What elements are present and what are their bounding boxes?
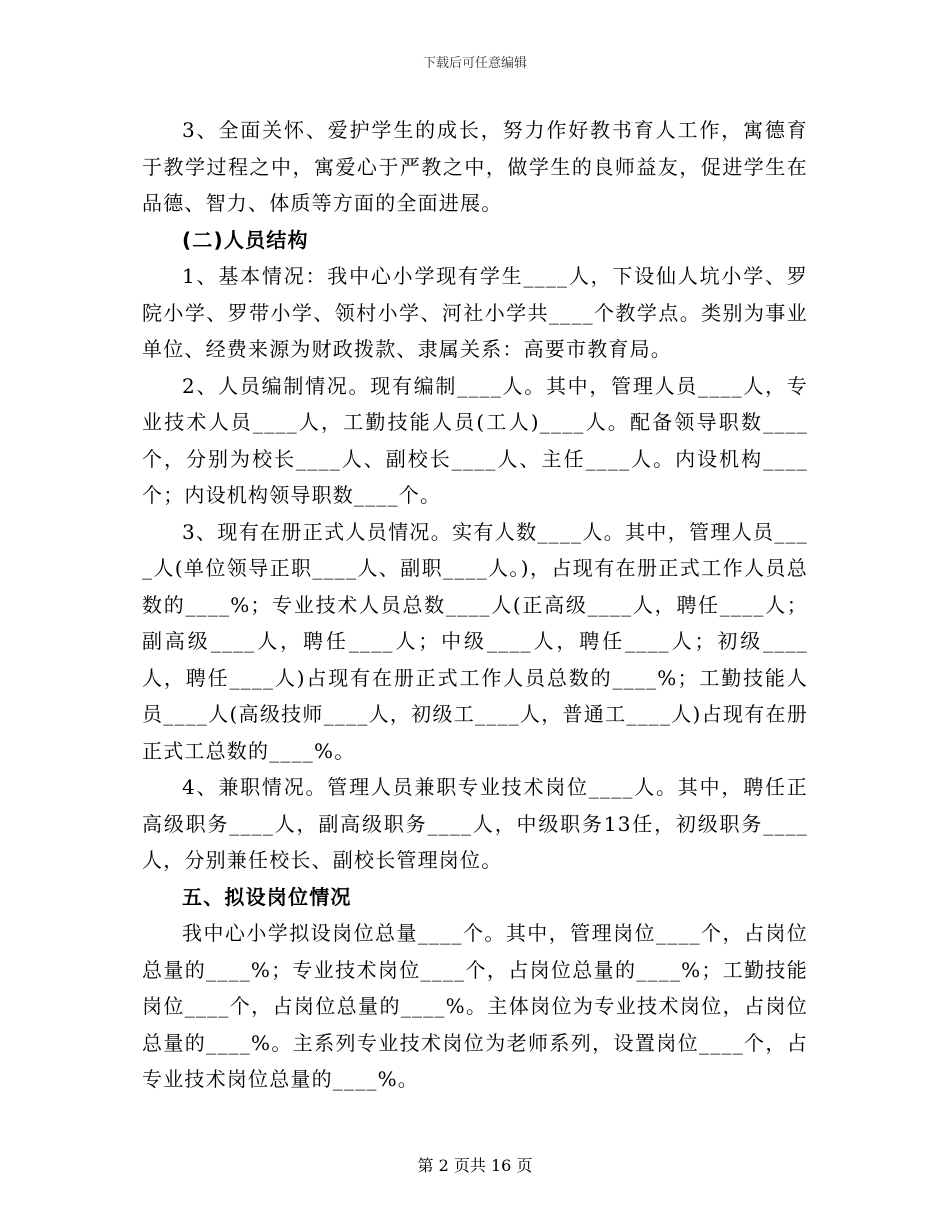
page-footer: 第 2 页共 16 页 — [417, 1156, 533, 1175]
document-body — [142, 112, 808, 1098]
section-heading-planned-positions: 五、拟设岗位情况 — [182, 884, 352, 909]
paragraph-part-time: 4、兼职情况。管理人员兼职专业技术岗位____人。其中，聘任正高级职务____人，副高级职务____人，中级职务13任，初级职务____人，分别兼任校长、副校长管理岗位。 — [142, 775, 808, 872]
paragraph-planned-positions: 我中心小学拟设岗位总量____个。其中，管理岗位____个，占岗位总量的____%；专业技术岗位____个，占岗位总量的____%；工勤技能岗位____个，占岗位总量的____%。主体岗位为专业技术岗位，占岗位总量的____%。主系列专业技术岗位为老师系列，设置岗位____个，占专业技术岗位总量的____%。 — [142, 921, 808, 1091]
paragraph-registered-staff: 3、现有在册正式人员情况。实有人数____人。其中，管理人员____人(单位领导正职____人、副职____人。)，占现有在册正式工作人员总数的____%；专业技术人员总数____人(正高级____人，聘任____人；副高级____人，聘任____人；中级____人，聘任____人；初级____人，聘任____人)占现有在册正式工作人员总数的____%；工勤技能人员____人(高级技师____人，初级工____人，普通工____人)占现有在册正式工总数的____%。 — [142, 519, 808, 763]
paragraph-item-3-care: 3、全面关怀、爱护学生的成长，努力作好教书育人工作，寓德育于教学过程之中，寓爱心于严教之中，做学生的良师益友，促进学生在品德、智力、体质等方面的全面进展。 — [142, 118, 808, 215]
section-heading-staff-structure: (二)人员结构 — [182, 227, 309, 252]
paragraph-basic-situation: 1、基本情况：我中心小学现有学生____人，下设仙人坑小学、罗院小学、罗带小学、领村小学、河社小学共____个教学点。类别为事业单位、经费来源为财政拨款、隶属关系：高要市教育局。 — [142, 264, 808, 361]
paragraph-staffing-quota: 2、人员编制情况。现有编制____人。其中，管理人员____人，专业技术人员____人，工勤技能人员(工人)____人。配备领导职数____个，分别为校长____人、副校长____人、主任____人。内设机构____个；内设机构领导职数____个。 — [142, 373, 808, 507]
page-header: 下载后可任意编辑 — [422, 56, 527, 71]
